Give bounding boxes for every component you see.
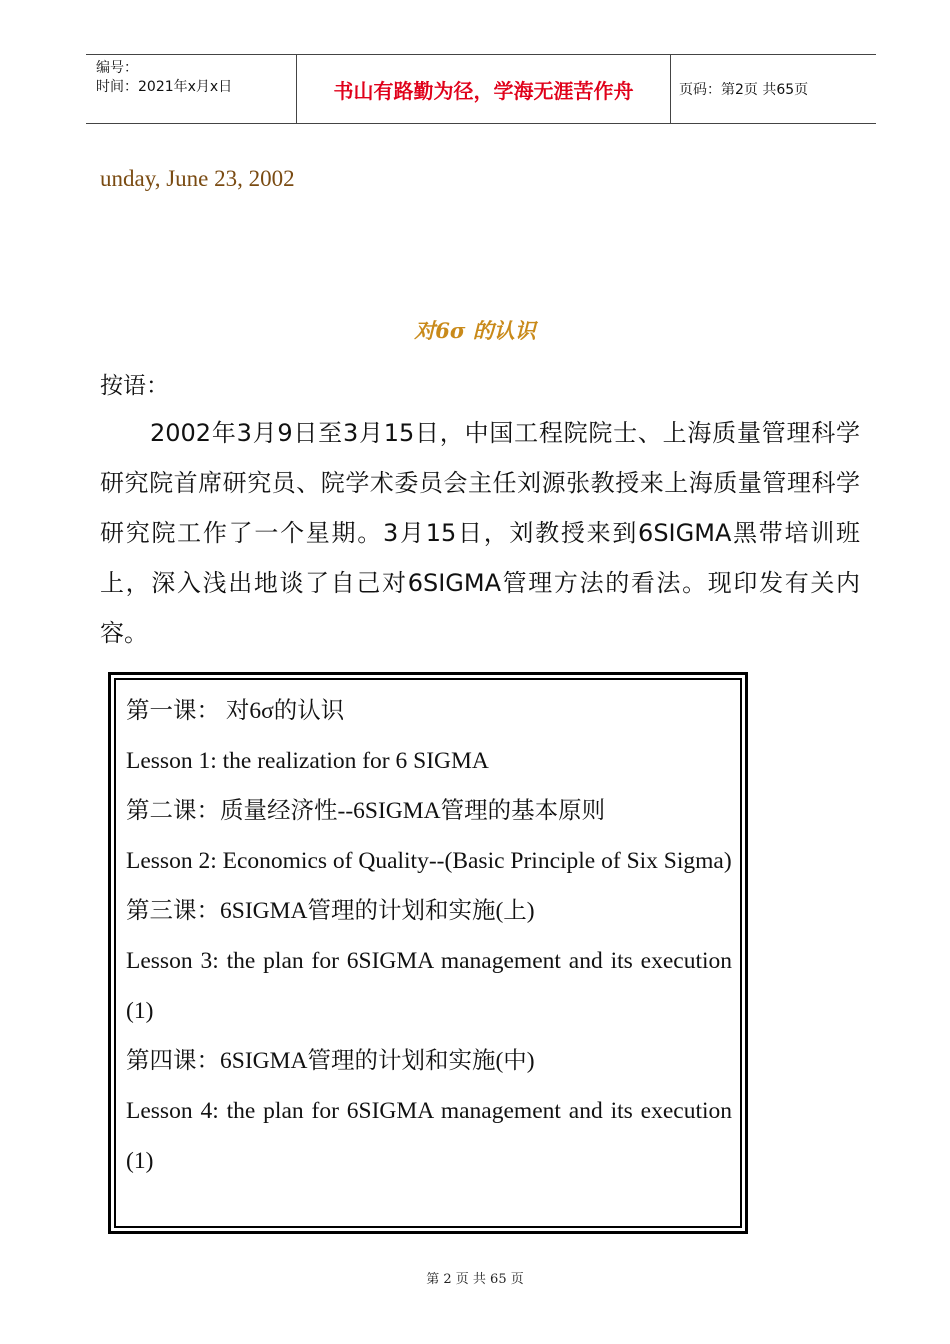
page-title: 对6σ 的认识 [414,318,536,343]
page-footer: 第 2 页 共 65 页 [426,1272,524,1287]
lesson-line: 第二课：质量经济性--6SIGMA管理的基本原则 [126,798,606,824]
header-motto: 书山有路勤为径，学海无涯苦作舟 [297,55,671,123]
lesson-line: 第一课： 对6σ的认识 [126,698,345,724]
intro-paragraph: 2002年3月9日至3月15日，中国工程院院士、上海质量管理科学研究院首席研究员、院学术委员会主任刘源张教授来上海质量管理科学研究院工作了一个星期。3月15日，刘教授来到6SIGMA黑带培训班上，深入浅出地谈了自己对6SIGMA管理方法的看法。现印发有关内容。 [100,419,860,647]
number-label: 编号： [96,60,138,76]
time-label: 时间：2021年x月x日 [96,79,233,95]
header-meta [86,55,297,123]
lesson-list-inner [114,678,742,1228]
lesson-line: Lesson 1: the realization for 6 SIGMA [126,748,489,774]
note-label: 按语： [100,373,169,399]
lesson-line: 第三课：6SIGMA管理的计划和实施(上) [126,898,535,924]
lesson-line: 第四课：6SIGMA管理的计划和实施(中) [126,1048,535,1074]
lesson-line: Lesson 2: Economics of Quality--(Basic Principle of Six Sigma) [126,848,732,874]
document-header [86,54,876,124]
lesson-line: Lesson 3: the plan for 6SIGMA management and its execution (1) [126,948,732,1024]
header-page-info: 页码：第2页 共65页 [679,82,809,98]
lesson-line: Lesson 4: the plan for 6SIGMA management and its execution (1) [126,1098,732,1174]
date-line: unday, June 23, 2002 [100,166,295,191]
lesson-list-box [108,672,748,1234]
